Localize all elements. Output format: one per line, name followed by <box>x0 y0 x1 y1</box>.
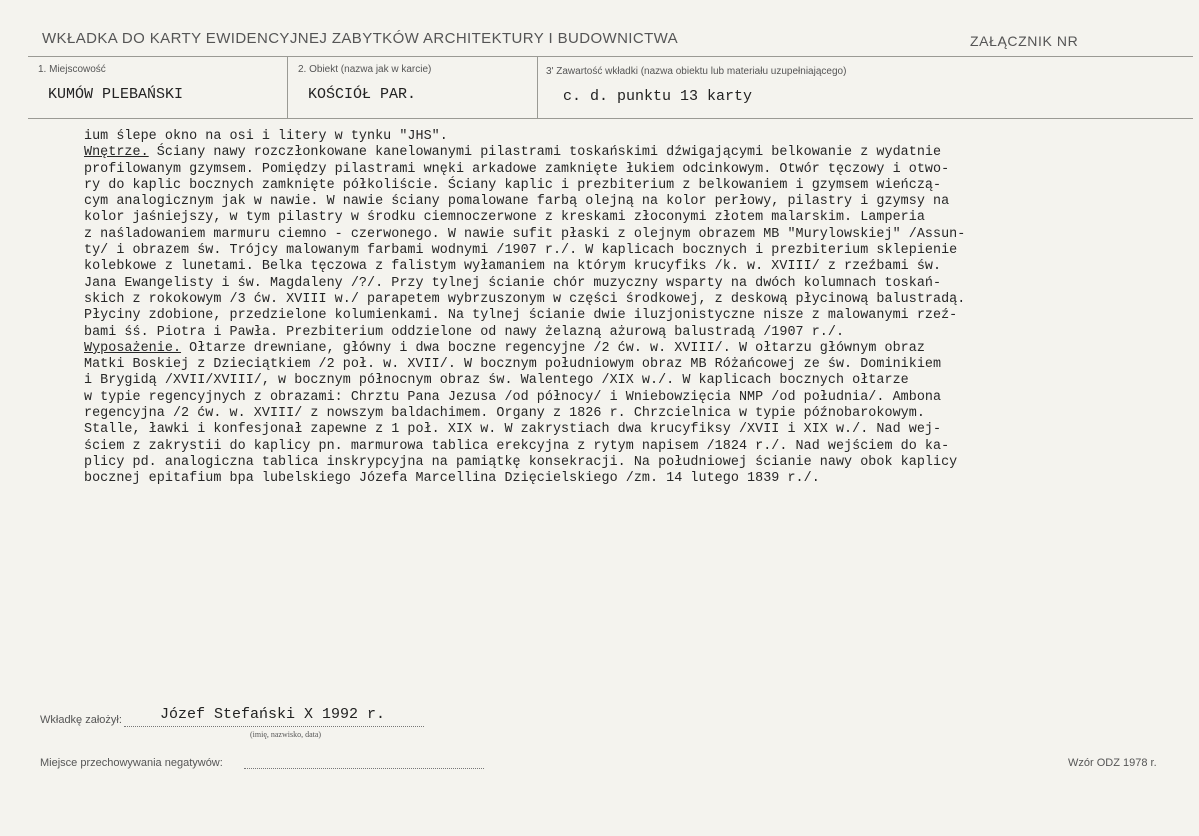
object-label: 2. Obiekt (nazwa jak w karcie) <box>298 64 432 75</box>
body-line: bami śś. Piotra i Pawła. Prezbiterium oddzielone od nawy żelazną ażurową balustradą /1907 r./. <box>84 324 845 340</box>
body-line: Jana Ewangelisty i św. Magdaleny /?/. Przy tylnej ścianie chór muzyczny wsparty na dwóch kolumnach toskań- <box>84 275 942 291</box>
body-line: ściem z zakrystii do kaplicy pn. marmurowa tablica erekcyjna z rytym napisem /1824 r./. Nad wejściem do ka- <box>84 438 950 454</box>
body-line: w typie regencyjnych z obrazami: Chrztu Pana Jezusa /od północy/ i Wniebowzięcia NMP /od południa/. Ambona <box>84 389 942 405</box>
author-dotted-line <box>124 726 424 727</box>
body-line: ry do kaplic bocznych zamknięte półkoliście. Ściany kaplic i prezbiterium z belkowaniem i gzymsem wieńczą- <box>84 177 942 193</box>
header-divider <box>28 56 1193 57</box>
section-heading-furnishings: Wyposażenie. <box>84 340 182 356</box>
object-value: KOŚCIÓŁ PAR. <box>308 86 417 103</box>
body-line: Matki Boskiej z Dzieciątkiem /2 poł. w. XVII/. W bocznym południowym obraz MB Różańcowej ze św. Dominikiem <box>84 357 942 373</box>
form-version: Wzór ODZ 1978 r. <box>1068 757 1157 769</box>
body-line: Ściany nawy rozczłonkowane kanelowanymi pilastrami toskańskimi dźwigającymi belkowanie z wydatnie <box>148 145 942 161</box>
content-label: 3' Zawartość wkładki (nazwa obiektu lub materiału uzupełniającego) <box>546 66 847 77</box>
author-value: Józef Stefański X 1992 r. <box>160 706 386 723</box>
body-line: cym analogicznym jak w nawie. W nawie ściany pomalowane farbą olejną na kolor perłowy, pilastry i gzymsy na <box>84 194 950 210</box>
body-line: Płyciny zdobione, przedzielone kolumienkami. Na tylnej ścianie dwie iluzjonistyczne nisze z malowanymi rzeź- <box>84 308 958 324</box>
body-line: Ołtarze drewniane, główny i dwa boczne regencyjne /2 ćw. w. XVIII/. W ołtarzu głównym obraz <box>181 340 925 356</box>
attachment-number-label: ZAŁĄCZNIK NR <box>970 33 1079 49</box>
body-line: plicy pd. analogiczna tablica inskrypcyjna na pamiątkę konsekracji. Na południowej ścianie nawy obok kaplicy <box>84 454 958 470</box>
section-heading-interior: Wnętrze. <box>84 145 149 161</box>
body-line: Stalle, ławki i konfesjonał zapewne z 1 poł. XIX w. W zakrystiach dwa krucyfiksy /XVII i XIX w./. Nad wej- <box>84 422 942 438</box>
place-label: 1. Miejscowość <box>38 64 106 75</box>
field-separator-1 <box>287 56 288 118</box>
body-line: ty/ i obrazem św. Trójcy malowanym farbami wodnymi /1907 r./. W kaplicach bocznych i prezbiterium sklepienie <box>84 243 958 259</box>
body-line: bocznej epitafium bpa lubelskiego Józefa Marcellina Dzięcielskiego /zm. 14 lutego 1839 r./. <box>84 471 820 487</box>
card-title: WKŁADKA DO KARTY EWIDENCYJNEJ ZABYTKÓW ARCHITEKTURY I BUDOWNICTWA <box>42 30 679 47</box>
body-line: regencyjna /2 ćw. w. XVIII/ z nowszym baldachimem. Organy z 1826 r. Chrzcielnica w typie późnobarokowym. <box>84 406 925 422</box>
fields-divider <box>28 118 1193 119</box>
description-text <box>84 129 1184 488</box>
body-line: ium ślepe okno na osi i litery w tynku "JHS". <box>84 129 448 144</box>
body-line: kolor jaśniejszy, w tym pilastry w środku ciemnoczerwone z kreskami złoconymi złotem malarskim. Lamperia <box>84 210 925 226</box>
author-hint: (imię, nazwisko, data) <box>250 730 322 739</box>
negatives-label: Miejsce przechowywania negatywów: <box>40 757 223 769</box>
author-label: Wkładkę założył: <box>40 714 122 726</box>
body-line: kolebkowe z lunetami. Belka tęczowa z falistym wyłamaniem na którym krucyfiks /k. w. XVIII/ z rzeźbami św. <box>84 259 942 275</box>
negatives-dotted-line <box>244 768 484 769</box>
body-line: profilowanym gzymsem. Pomiędzy pilastrami wnęki arkadowe zamknięte łukiem odcinkowym. Otwór tęczowy i otwo- <box>84 161 950 177</box>
content-value: c. d. punktu 13 karty <box>563 88 753 105</box>
field-separator-2 <box>537 56 538 118</box>
body-line: i Brygidą /XVII/XVIII/, w bocznym północnym obraz św. Walentego /XIX w./. W kaplicach bocznych ołtarze <box>84 373 909 389</box>
body-line: z naśladowaniem marmuru ciemno - czerwonego. W nawie sufit płaski z olejnym obrazem MB "Murylowskiej" /Assun- <box>84 226 966 242</box>
body-line: skich z rokokowym /3 ćw. XVIII w./ parapetem wybrzuszonym w części środkowej, z deskową płycinową balustradą. <box>84 291 966 307</box>
place-value: KUMÓW PLEBAŃSKI <box>48 86 184 103</box>
